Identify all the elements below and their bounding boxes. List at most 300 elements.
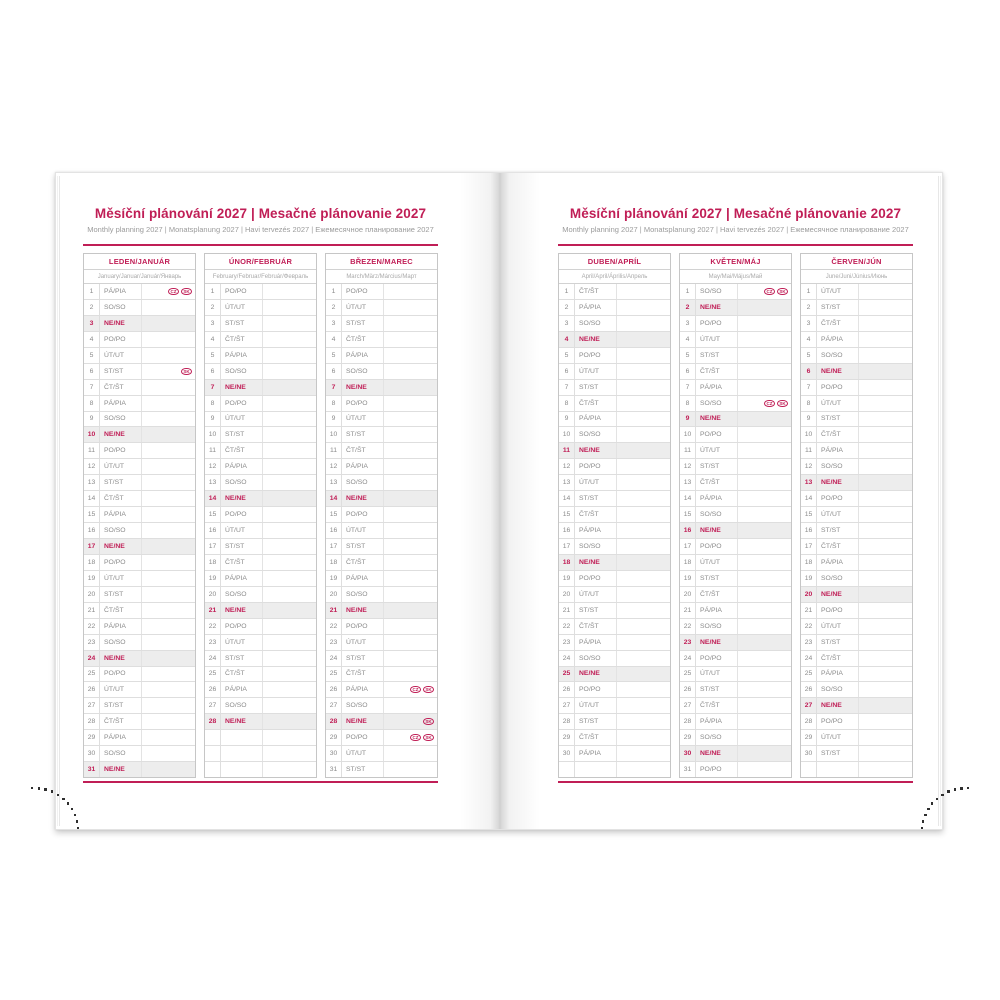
- day-row: [205, 539, 316, 555]
- day-number: 23: [804, 638, 813, 646]
- empty-row: [205, 762, 316, 777]
- day-label: NE/NE: [816, 364, 858, 379]
- day-label: ST/ST: [816, 300, 858, 315]
- day-row: [559, 427, 670, 443]
- day-label: PÁ/PIA: [341, 571, 383, 586]
- day-row: [84, 571, 195, 587]
- day-number: 18: [87, 558, 96, 566]
- notes-cell: [737, 762, 791, 777]
- day-number: 29: [87, 734, 96, 742]
- notes-cell: [616, 475, 670, 490]
- day-number: 20: [208, 590, 217, 598]
- day-label: ČT/ŠT: [220, 332, 262, 347]
- day-row: [801, 603, 912, 619]
- day-row: [326, 491, 437, 507]
- day-label: SO/SO: [695, 619, 737, 634]
- day-row: [801, 507, 912, 523]
- notes-cell: [141, 507, 195, 522]
- empty-row: [205, 730, 316, 746]
- day-label: ČT/ŠT: [816, 316, 858, 331]
- day-number: 14: [804, 495, 813, 503]
- day-row: [326, 427, 437, 443]
- perforation-dot: [941, 794, 943, 796]
- day-row: [84, 746, 195, 762]
- day-number: 26: [683, 686, 692, 694]
- day-row: [801, 284, 912, 300]
- day-label: PO/PO: [574, 571, 616, 586]
- day-row: [559, 730, 670, 746]
- day-number: 17: [87, 542, 96, 550]
- day-row: [84, 714, 195, 730]
- day-row: [84, 682, 195, 698]
- day-label: PÁ/PIA: [816, 332, 858, 347]
- day-label: SO/SO: [99, 746, 141, 761]
- day-label: ÚT/UT: [816, 507, 858, 522]
- day-label: ÚT/UT: [695, 443, 737, 458]
- page-title: Měsíční plánování 2027 | Mesačné plánovanie 2027: [569, 206, 902, 221]
- notes-cell: [262, 746, 316, 761]
- day-number: 16: [804, 527, 813, 535]
- day-number: 18: [208, 558, 217, 566]
- day-number: 19: [804, 574, 813, 582]
- day-number: 21: [683, 606, 692, 614]
- day-label: SO/SO: [695, 730, 737, 745]
- day-row: [84, 698, 195, 714]
- day-row: [84, 332, 195, 348]
- day-number: 20: [562, 590, 571, 598]
- day-label: ÚT/UT: [341, 746, 383, 761]
- day-label: ÚT/UT: [695, 555, 737, 570]
- notes-cell: [262, 412, 316, 427]
- day-label: ST/ST: [574, 380, 616, 395]
- sk-holiday-icon: SK: [423, 734, 434, 741]
- day-label: ÚT/UT: [574, 475, 616, 490]
- month-languages: March/März/Március/Март: [326, 270, 437, 284]
- day-number: 23: [87, 638, 96, 646]
- notes-cell: [383, 348, 437, 363]
- day-label: NE/NE: [574, 332, 616, 347]
- day-row: [326, 316, 437, 332]
- notes-cell: [141, 746, 195, 761]
- day-row: [326, 619, 437, 635]
- bottom-rule: [83, 781, 438, 783]
- day-number: 9: [89, 415, 94, 423]
- notes-cell: [737, 396, 791, 411]
- day-label: ÚT/UT: [99, 459, 141, 474]
- day-label: ÚT/UT: [341, 300, 383, 315]
- day-number: 15: [804, 511, 813, 519]
- day-row: [680, 412, 791, 428]
- day-row: [326, 571, 437, 587]
- day-label: NE/NE: [220, 491, 262, 506]
- notes-cell: [737, 300, 791, 315]
- notes-cell: [383, 332, 437, 347]
- day-row: [84, 507, 195, 523]
- notes-cell: [737, 523, 791, 538]
- day-number: 17: [683, 542, 692, 550]
- day-label: PÁ/PIA: [220, 348, 262, 363]
- day-label: ST/ST: [99, 475, 141, 490]
- day-label: ST/ST: [695, 459, 737, 474]
- day-number: 26: [208, 686, 217, 694]
- notes-cell: [383, 619, 437, 634]
- notes-cell: [262, 539, 316, 554]
- day-label: NE/NE: [695, 523, 737, 538]
- day-row: [680, 284, 791, 300]
- day-label: ČT/ŠT: [341, 443, 383, 458]
- day-number: 5: [89, 351, 94, 359]
- day-number: 27: [208, 702, 217, 710]
- day-number: 22: [329, 622, 338, 630]
- day-row: [326, 555, 437, 571]
- day-number: 17: [208, 542, 217, 550]
- perforation-dot: [57, 794, 59, 796]
- notes-cell: [141, 587, 195, 602]
- day-row: [84, 730, 195, 746]
- day-row: [205, 682, 316, 698]
- notes-cell: [616, 443, 670, 458]
- day-number: 14: [683, 495, 692, 503]
- day-row: [205, 412, 316, 428]
- day-row: [680, 667, 791, 683]
- day-label: PÁ/PIA: [341, 459, 383, 474]
- notes-cell: [383, 364, 437, 379]
- day-row: [680, 380, 791, 396]
- day-row: [84, 300, 195, 316]
- day-row: [326, 443, 437, 459]
- month-name: ČERVEN/JÚN: [801, 254, 912, 270]
- day-label: ČT/ŠT: [574, 396, 616, 411]
- day-row: [205, 475, 316, 491]
- notes-cell: [737, 714, 791, 729]
- day-number: 8: [564, 399, 569, 407]
- day-label: PÁ/PIA: [220, 682, 262, 697]
- day-number: 14: [329, 495, 338, 503]
- day-number: 22: [804, 622, 813, 630]
- day-number: 10: [804, 431, 813, 439]
- day-label: ČT/ŠT: [341, 667, 383, 682]
- day-row: [205, 507, 316, 523]
- notes-cell: [616, 396, 670, 411]
- notes-cell: [141, 332, 195, 347]
- day-row: [680, 427, 791, 443]
- day-row: [84, 667, 195, 683]
- day-number: 9: [806, 415, 811, 423]
- day-row: [84, 364, 195, 380]
- notes-cell: [737, 539, 791, 554]
- perforation-dot: [921, 827, 923, 829]
- day-row: [801, 587, 912, 603]
- month-rows: [559, 284, 670, 777]
- notes-cell: [141, 603, 195, 618]
- day-label: ST/ST: [574, 714, 616, 729]
- notes-cell: [616, 730, 670, 745]
- notes-cell: [858, 491, 912, 506]
- day-number: 20: [804, 590, 813, 598]
- day-label: NE/NE: [99, 427, 141, 442]
- day-label: SO/SO: [816, 348, 858, 363]
- day-number: 23: [208, 638, 217, 646]
- notes-cell: [262, 603, 316, 618]
- day-number: 24: [683, 654, 692, 662]
- day-number: 21: [208, 606, 217, 614]
- day-label: ČT/ŠT: [99, 380, 141, 395]
- day-number: 25: [562, 670, 571, 678]
- day-label: ÚT/UT: [99, 571, 141, 586]
- notes-cell: [616, 682, 670, 697]
- month-rows: [205, 284, 316, 777]
- day-number: 11: [804, 447, 813, 455]
- day-number: 1: [331, 287, 336, 295]
- perforation-dot: [936, 798, 938, 800]
- day-label: ST/ST: [220, 316, 262, 331]
- day-row: [680, 459, 791, 475]
- day-number: 16: [562, 527, 571, 535]
- notes-cell: [858, 746, 912, 761]
- day-number: 1: [210, 287, 215, 295]
- day-row: [326, 348, 437, 364]
- day-row: [559, 523, 670, 539]
- day-label: NE/NE: [341, 714, 383, 729]
- day-number: 10: [329, 431, 338, 439]
- day-number: 14: [87, 495, 96, 503]
- day-number: 16: [208, 527, 217, 535]
- day-row: [205, 348, 316, 364]
- notes-cell: [858, 348, 912, 363]
- day-label: PO/PO: [574, 348, 616, 363]
- day-row: [326, 698, 437, 714]
- day-number: 13: [804, 479, 813, 487]
- day-number: 29: [562, 734, 571, 742]
- month-rows: [801, 284, 912, 777]
- notes-cell: [141, 635, 195, 650]
- day-label: NE/NE: [220, 714, 262, 729]
- day-number: 12: [683, 463, 692, 471]
- day-label: NE/NE: [695, 412, 737, 427]
- day-label: ČT/ŠT: [816, 427, 858, 442]
- month-table-april: [558, 253, 671, 778]
- day-row: [326, 730, 437, 746]
- day-number: 15: [329, 511, 338, 519]
- day-row: [559, 316, 670, 332]
- day-label: ČT/ŠT: [816, 651, 858, 666]
- month-rows: [326, 284, 437, 777]
- day-row: [559, 539, 670, 555]
- day-label: ÚT/UT: [574, 587, 616, 602]
- perforation-dot: [74, 814, 76, 816]
- day-row: [205, 603, 316, 619]
- notes-cell: [262, 619, 316, 634]
- notes-cell: [262, 284, 316, 299]
- day-number: 22: [87, 622, 96, 630]
- day-row: [326, 682, 437, 698]
- day-label: SO/SO: [220, 475, 262, 490]
- day-row: [205, 491, 316, 507]
- day-row: [559, 443, 670, 459]
- day-label: NE/NE: [341, 491, 383, 506]
- day-row: [84, 651, 195, 667]
- day-number: 20: [683, 590, 692, 598]
- day-number: 5: [564, 351, 569, 359]
- day-number: 27: [562, 702, 571, 710]
- notes-cell: [858, 730, 912, 745]
- day-number: 16: [87, 527, 96, 535]
- day-row: [801, 571, 912, 587]
- day-row: [801, 746, 912, 762]
- month-name: DUBEN/APRÍL: [559, 254, 670, 270]
- day-row: [801, 380, 912, 396]
- day-row: [680, 491, 791, 507]
- day-row: [205, 427, 316, 443]
- day-row: [559, 571, 670, 587]
- perforation-dot: [967, 787, 969, 789]
- day-row: [84, 523, 195, 539]
- notes-cell: [141, 380, 195, 395]
- day-row: [205, 380, 316, 396]
- day-number: 19: [208, 574, 217, 582]
- notes-cell: [262, 762, 316, 777]
- day-label: PO/PO: [220, 284, 262, 299]
- day-number: 19: [683, 574, 692, 582]
- day-label: ČT/ŠT: [99, 491, 141, 506]
- day-row: [559, 412, 670, 428]
- day-row: [326, 332, 437, 348]
- day-label: NE/NE: [695, 635, 737, 650]
- day-number: 26: [87, 686, 96, 694]
- day-label: ST/ST: [341, 316, 383, 331]
- notes-cell: [383, 698, 437, 713]
- day-label: ÚT/UT: [816, 730, 858, 745]
- notes-cell: [141, 698, 195, 713]
- day-label: SO/SO: [341, 364, 383, 379]
- day-row: [205, 619, 316, 635]
- day-label: NE/NE: [574, 443, 616, 458]
- perforation-dot: [947, 790, 949, 792]
- day-number: 15: [87, 511, 96, 519]
- day-number: 28: [683, 718, 692, 726]
- perforation-dot: [924, 814, 926, 816]
- day-row: [84, 412, 195, 428]
- day-label: ČT/ŠT: [574, 284, 616, 299]
- day-label: SO/SO: [341, 587, 383, 602]
- day-number: 29: [804, 734, 813, 742]
- notes-cell: [383, 746, 437, 761]
- day-row: [680, 364, 791, 380]
- day-row: [84, 587, 195, 603]
- notes-cell: [262, 491, 316, 506]
- day-number: 2: [89, 303, 94, 311]
- notes-cell: [858, 555, 912, 570]
- day-label: PO/PO: [341, 507, 383, 522]
- day-label: SO/SO: [99, 300, 141, 315]
- notes-cell: [383, 555, 437, 570]
- month-name: LEDEN/JANUÁR: [84, 254, 195, 270]
- day-row: [801, 459, 912, 475]
- notes-cell: [141, 316, 195, 331]
- day-number: 3: [210, 319, 215, 327]
- day-row: [84, 443, 195, 459]
- day-number: 15: [562, 511, 571, 519]
- day-number: 10: [208, 431, 217, 439]
- day-number: 23: [562, 638, 571, 646]
- perforation-dot: [931, 802, 933, 804]
- notes-cell: [737, 730, 791, 745]
- day-number: 25: [804, 670, 813, 678]
- day-number: 3: [806, 319, 811, 327]
- day-label: ČT/ŠT: [341, 332, 383, 347]
- day-label: ST/ST: [220, 427, 262, 442]
- notes-cell: [737, 348, 791, 363]
- day-label: ČT/ŠT: [220, 555, 262, 570]
- day-number: 13: [208, 479, 217, 487]
- day-label: PO/PO: [695, 762, 737, 777]
- day-row: [559, 300, 670, 316]
- perforation-dot: [954, 788, 956, 790]
- day-number: 18: [683, 558, 692, 566]
- notes-cell: [383, 507, 437, 522]
- day-number: 8: [685, 399, 690, 407]
- day-number: 8: [89, 399, 94, 407]
- day-label: SO/SO: [99, 412, 141, 427]
- perforation-dot: [44, 788, 46, 790]
- day-row: [680, 332, 791, 348]
- day-number: 31: [683, 766, 692, 774]
- day-label: NE/NE: [220, 603, 262, 618]
- planner-spread: [55, 172, 943, 830]
- day-row: [326, 364, 437, 380]
- day-number: [205, 730, 220, 745]
- notes-cell: [616, 300, 670, 315]
- day-row: [559, 396, 670, 412]
- day-row: [84, 762, 195, 777]
- day-number: 23: [683, 638, 692, 646]
- day-row: [680, 603, 791, 619]
- page-right: [500, 173, 944, 829]
- day-row: [680, 746, 791, 762]
- day-row: [205, 651, 316, 667]
- day-label: ST/ST: [220, 651, 262, 666]
- notes-cell: [858, 396, 912, 411]
- day-label: ÚT/UT: [220, 635, 262, 650]
- day-number: 6: [564, 367, 569, 375]
- notes-cell: [737, 555, 791, 570]
- day-label: SO/SO: [220, 698, 262, 713]
- notes-cell: [737, 475, 791, 490]
- notes-cell: [737, 682, 791, 697]
- empty-row: [559, 762, 670, 777]
- day-label: SO/SO: [99, 523, 141, 538]
- day-number: 28: [87, 718, 96, 726]
- notes-cell: [383, 459, 437, 474]
- day-number: 2: [331, 303, 336, 311]
- day-label: NE/NE: [574, 667, 616, 682]
- notes-cell: [141, 284, 195, 299]
- day-label: PO/PO: [99, 443, 141, 458]
- day-number: 3: [685, 319, 690, 327]
- day-label: PO/PO: [99, 667, 141, 682]
- day-number: 24: [562, 654, 571, 662]
- day-row: [84, 491, 195, 507]
- day-number: 12: [208, 463, 217, 471]
- day-label: PO/PO: [816, 603, 858, 618]
- day-number: 1: [806, 287, 811, 295]
- day-number: 1: [89, 287, 94, 295]
- sk-holiday-icon: SK: [181, 288, 192, 295]
- day-label: ČT/ŠT: [695, 698, 737, 713]
- day-number: 3: [89, 319, 94, 327]
- bottom-rule: [558, 781, 913, 783]
- day-number: 1: [685, 287, 690, 295]
